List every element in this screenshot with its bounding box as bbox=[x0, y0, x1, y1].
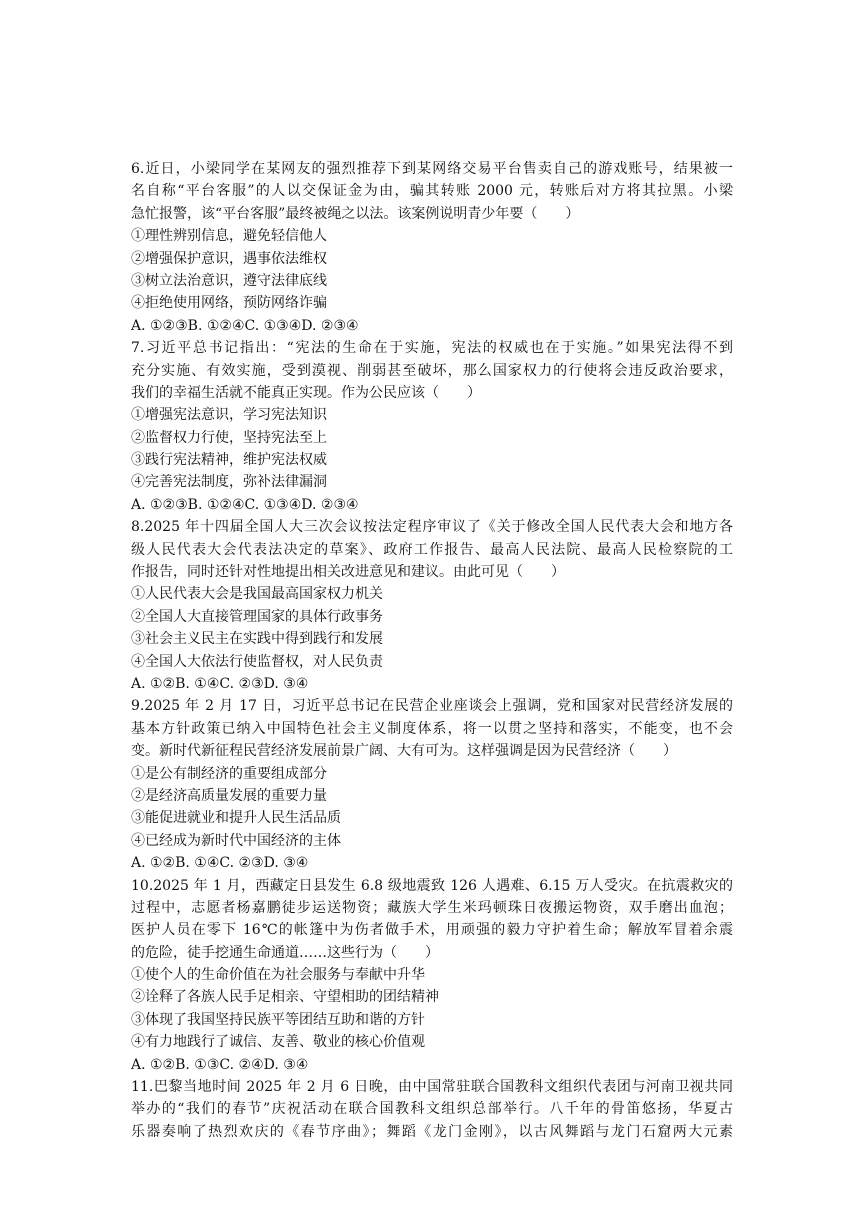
question-stem-line: 乐器奏响了热烈欢庆的《春节序曲》；舞蹈《龙门金刚》，以古风舞蹈与龙门石窟两大元素 bbox=[131, 1123, 733, 1140]
question-stem-line: 过程中，志愿者杨嘉鹏徒步运送物资；藏族大学生米玛顿珠日夜搬运物资，双手磨出血泡； bbox=[131, 899, 733, 916]
option-4: ④拒绝使用网络，预防网络诈骗 bbox=[131, 295, 327, 312]
question-stem-line: 级人民代表大会代表法决定的草案》、政府工作报告、最高人民法院、最高人民检察院的工 bbox=[131, 541, 733, 558]
question-stem-line: 7.习近平总书记指出：“宪法的生命在于实施，宪法的权威也在于实施。”如果宪法得不到 bbox=[131, 340, 733, 357]
option-2: ②监督权力行使，坚持宪法至上 bbox=[131, 429, 327, 446]
question-10 bbox=[131, 875, 733, 1077]
question-stem-line: 9.2025 年 2 月 17 日，习近平总书记在民营企业座谈会上强调，党和国家对民营经济发展的 bbox=[131, 698, 733, 715]
question-stem-line: 我们的幸福生活就不能真正实现。作为公民应该（ ） bbox=[131, 384, 481, 401]
question-stem-line: 基本方针政策已纳入中国特色社会主义制度体系，将一以贯之坚持和落实，不能变，也不会 bbox=[131, 720, 733, 737]
question-stem-line: 急忙报警，该“平台客服”最终被绳之以法。该案例说明青少年要（ ） bbox=[131, 205, 580, 222]
question-stem-line: 变。新时代新征程民营经济发展前景广阔、大有可为。这样强调是因为民营经济（ ） bbox=[131, 743, 677, 760]
question-stem-line: 的危险，徒手挖通生命通道……这些行为（ ） bbox=[131, 944, 439, 961]
question-9 bbox=[131, 695, 733, 874]
question-stem-line: 8.2025 年十四届全国人大三次会议按法定程序审议了《关于修改全国人民代表大会和地方各 bbox=[131, 519, 733, 536]
option-3: ③能促进就业和提升人民生活品质 bbox=[131, 810, 341, 827]
option-3: ③践行宪法精神，维护宪法权威 bbox=[131, 452, 327, 469]
question-stem-line: 6.近日，小梁同学在某网友的强烈推荐下到某网络交易平台售卖自己的游戏账号，结果被一 bbox=[131, 161, 733, 177]
option-3: ③树立法治意识，遵守法律底线 bbox=[131, 272, 327, 289]
option-4: ④完善宪法制度，弥补法律漏洞 bbox=[131, 474, 327, 491]
answer-choices: A. ①②B. ①④C. ②③D. ③④ bbox=[131, 675, 309, 692]
option-4: ④已经成为新时代中国经济的主体 bbox=[131, 832, 341, 849]
option-1: ①是公有制经济的重要组成部分 bbox=[131, 765, 327, 782]
option-4: ④全国人大依法行使监督权，对人民负责 bbox=[131, 653, 383, 670]
answer-choices: A. ①②B. ①③C. ②④D. ③④ bbox=[131, 1056, 309, 1073]
question-stem-line: 11.巴黎当地时间 2025 年 2 月 6 日晚，由中国常驻联合国教科文组织代表团与河南卫视共同 bbox=[131, 1079, 733, 1096]
option-3: ③体现了我国坚持民族平等团结互助和谐的方针 bbox=[131, 1011, 425, 1028]
answer-choices: A. ①②③B. ①②④C. ①③④D. ②③④ bbox=[131, 496, 359, 513]
question-8 bbox=[131, 516, 733, 695]
option-1: ①增强宪法意识，学习宪法知识 bbox=[131, 407, 327, 424]
question-stem-line: 充分实施、有效实施，受到漠视、削弱甚至破坏，那么国家权力的行使将会违反政治要求， bbox=[131, 362, 733, 379]
answer-choices: A. ①②③B. ①②④C. ①③④D. ②③④ bbox=[131, 317, 359, 334]
option-2: ②增强保护意识，遇事依法维权 bbox=[131, 250, 327, 267]
question-stem-line: 医护人员在零下 16℃的帐篷中为伤者做手术，用顽强的毅力守护着生命；解放军冒着余震 bbox=[131, 922, 733, 939]
option-3: ③社会主义民主在实践中得到践行和发展 bbox=[131, 631, 383, 648]
question-7 bbox=[131, 337, 733, 516]
option-1: ①人民代表大会是我国最高国家权力机关 bbox=[131, 586, 383, 603]
answer-choices: A. ①②B. ①④C. ②③D. ③④ bbox=[131, 855, 309, 872]
question-stem-line: 举办的“我们的春节”庆祝活动在联合国教科文组织总部举行。八千年的骨笛悠扬，华夏古 bbox=[131, 1101, 733, 1118]
question-stem-line: 作报告，同时还针对性地提出相关改进意见和建议。由此可见（ ） bbox=[131, 564, 565, 581]
question-list bbox=[131, 158, 733, 1143]
question-stem-line: 名自称“平台客服”的人以交保证金为由，骗其转账 2000 元，转账后对方将其拉黑。小梁 bbox=[131, 183, 733, 200]
option-2: ②是经济高质量发展的重要力量 bbox=[131, 787, 327, 804]
question-11 bbox=[131, 1076, 733, 1143]
option-2: ②诠释了各族人民手足相亲、守望相助的团结精神 bbox=[131, 989, 439, 1006]
option-1: ①理性辨别信息，避免轻信他人 bbox=[131, 228, 327, 245]
option-2: ②全国人大直接管理国家的具体行政事务 bbox=[131, 608, 383, 625]
question-6 bbox=[131, 158, 733, 337]
question-stem-line: 10.2025 年 1 月，西藏定日县发生 6.8 级地震致 126 人遇难、6.15 万人受灾。在抗震救灾的 bbox=[131, 877, 733, 894]
option-4: ④有力地践行了诚信、友善、敬业的核心价值观 bbox=[131, 1034, 425, 1051]
option-1: ①使个人的生命价值在为社会服务与奉献中升华 bbox=[131, 967, 425, 984]
